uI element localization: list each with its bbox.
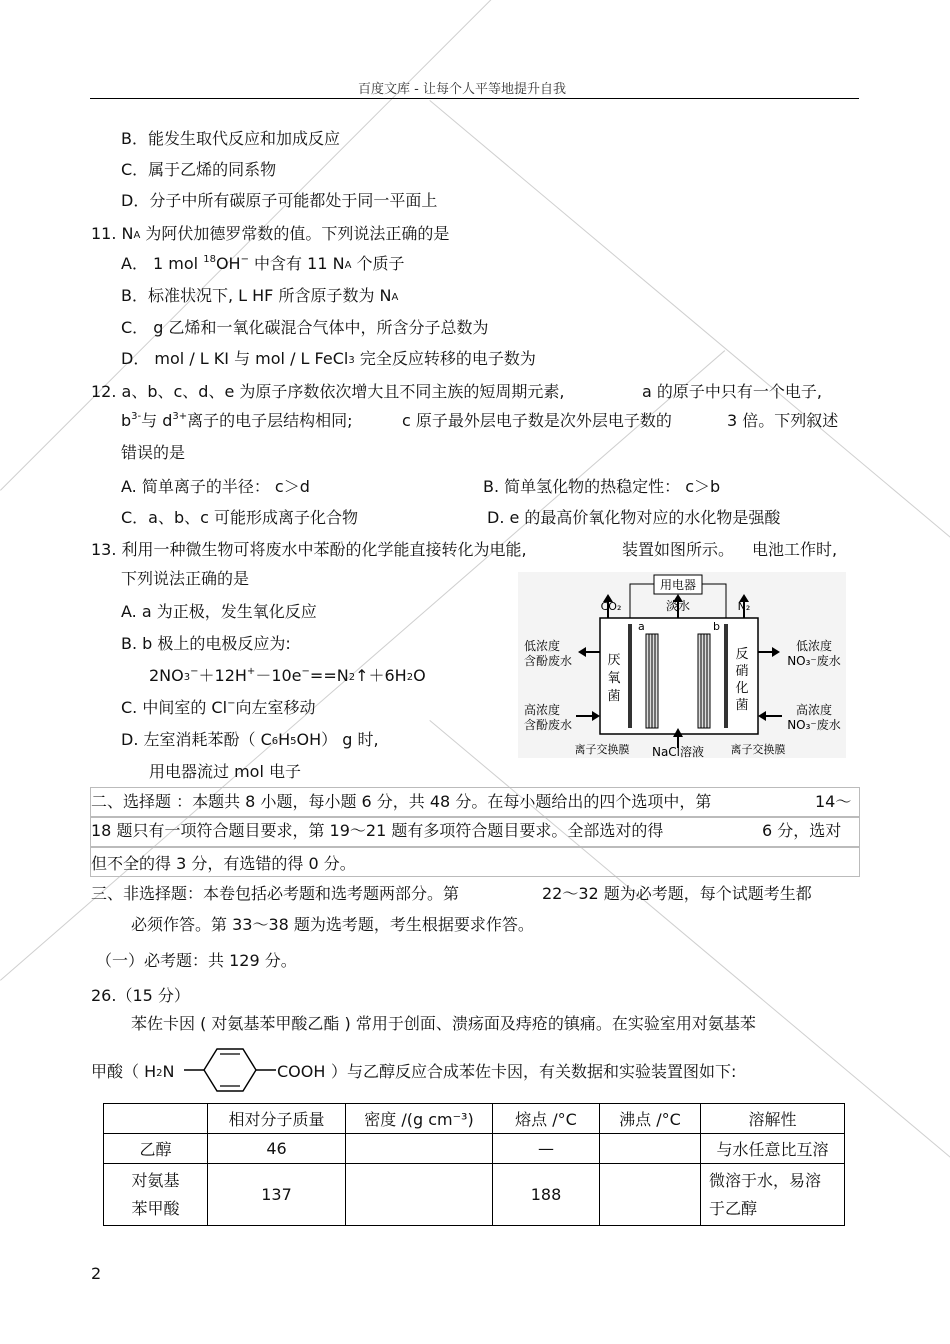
electrode-b (724, 624, 728, 728)
device-label: 用电器 (659, 578, 697, 592)
anaerobic-label-2: 氧 (607, 671, 621, 686)
section2-line1: 二、选择题 ：本题共 8 小题，每小题 6 分，共 48 分。在每小题给出的四个选项中，第 (91, 792, 712, 811)
nacl-label: NaCl溶液 (651, 745, 705, 758)
table-header-cell (104, 1104, 208, 1134)
n2-label: N₂ (737, 600, 751, 613)
q12-stem-line1: 12. a、b、c、d、e 为原子序数依次增大且不同主族的短周期元素, (91, 382, 565, 401)
q13-stem-line1c: 电池工作时, (752, 540, 838, 559)
table-header-cell: 沸点 /°C (600, 1104, 701, 1134)
table-cell: 乙醇 (104, 1134, 208, 1164)
q12-stem-line3: 错误的是 (121, 443, 186, 462)
section2-line2: 18 题只有一项符合题目要求，第 19～21 题有多项符合题目要求。全部选对的得 (91, 821, 664, 840)
q12-stem-line2c: 3 倍。下列叙述 (727, 411, 839, 430)
membrane-right-label: 离子交换膜 (730, 743, 786, 756)
right-top-label-2: NO₃⁻废水 (787, 654, 841, 668)
q13-equation: $2NO_3^-+12H^+-10e^-==N_2↑+6H_2O$ (149, 666, 426, 685)
table-header-cell: 溶解性 (701, 1104, 845, 1134)
q11-option-a: A． 1 mol $^{18}$OH− 中含有 11 $N_A$ 个质子 (121, 254, 405, 273)
q10-option-d: D．分子中所有碳原子可能都处于同一平面上 (121, 191, 438, 210)
q10-option-b: B．能发生取代反应和加成反应 (121, 129, 340, 148)
membrane-left-label: 离子交换膜 (574, 743, 630, 756)
table-cell (346, 1164, 493, 1226)
table-cell: 46 (208, 1134, 346, 1164)
right-bottom-label-2: NO₃⁻废水 (787, 718, 841, 732)
q12-option-c: C．a、b、c 可能形成离子化合物 (121, 508, 359, 527)
q13-option-c: C. 中间室的 Cl−向左室移动 (121, 698, 316, 717)
left-top-label-2: 含酚废水 (523, 654, 573, 668)
table-cell (346, 1134, 493, 1164)
table-cell (600, 1164, 701, 1226)
section3-line1b: 22～32 题为必考题，每个试题考生都 (542, 884, 812, 903)
table-cell: — (493, 1134, 600, 1164)
q26-line1: 苯佐卡因 ( 对氨基苯甲酸乙酯 ) 常用于创面、溃疡面及痔疮的镇痛。在实验室用对氨基苯 (131, 1014, 756, 1033)
anaerobic-label-3: 菌 (607, 689, 621, 704)
section3-line2: 必须作答。第 33～38 题为选考题，考生根据要求作答。 (131, 915, 534, 934)
table-cell: 微溶于水，易溶 于乙醇 (701, 1164, 845, 1226)
q26-head: 26.（15 分） (91, 986, 190, 1005)
tank (600, 618, 758, 734)
left-bottom-label-2: 含酚废水 (523, 718, 573, 732)
table-header-cell: 相对分子质量 (208, 1104, 346, 1134)
section2-line1b: 14～ (815, 792, 852, 811)
q12-stem-line2: $b^{3-}$与 $d^{3+}$离子的电子层结构相同; (121, 411, 353, 430)
right-bottom-label-1: 高浓度 (795, 703, 833, 717)
table-header-cell: 密度 /(g cm⁻³) (346, 1104, 493, 1134)
section3-line3: （一）必考题：共 129 分。 (96, 951, 297, 970)
benzene-ring-structure (184, 1044, 276, 1096)
q26-cooh: COOH (277, 1062, 326, 1081)
table-header-row (104, 1104, 845, 1134)
table-header-cell: 熔点 /°C (493, 1104, 600, 1134)
denitrify-label-1: 反 (735, 647, 749, 662)
denitrify-label-2: 硝 (735, 664, 749, 679)
denitrify-label-4: 菌 (735, 698, 749, 713)
right-top-label-1: 低浓度 (795, 639, 833, 653)
page-number: 2 (91, 1264, 102, 1283)
q11-stem: 11. $N_A$ 为阿伏加德罗常数的值。下列说法正确的是 (91, 224, 450, 243)
electrode-b-label: b (713, 620, 720, 633)
table-cell (600, 1134, 701, 1164)
q26-line2-post: ）与乙醇反应合成苯佐卡因，有关数据和实验装置图如下: (331, 1062, 737, 1081)
electrode-a-label: a (638, 620, 645, 633)
q13-option-a: A. a 为正极，发生氧化反应 (121, 602, 317, 621)
section3-line1: 三、非选择题：本卷包括必考题和选考题两部分。第 (91, 884, 460, 903)
q12-stem-line1b: a 的原子中只有一个电子, (642, 382, 822, 401)
q12-option-b: B. 简单氢化物的热稳定性： c＞b (483, 477, 721, 496)
q13-option-d-line2: 用电器流过 mol 电子 (149, 762, 301, 781)
left-bottom-label-1: 高浓度 (523, 703, 561, 717)
fresh-water-label: 淡水 (665, 599, 691, 613)
q11-option-c: C． g 乙烯和一氧化碳混合气体中，所含分子总数为 (121, 318, 489, 337)
q12-option-d: D. e 的最高价氧化物对应的水化物是强酸 (487, 508, 781, 527)
denitrify-label-3: 化 (735, 681, 749, 696)
q13-stem-line1b: 装置如图所示。 (622, 540, 735, 559)
electrode-a (628, 624, 632, 728)
table-cell: 与水任意比互溶 (701, 1134, 845, 1164)
table-cell: 188 (493, 1164, 600, 1226)
q12-option-a: A. 简单离子的半径： c＞d (121, 477, 310, 496)
q10-option-c: C．属于乙烯的同系物 (121, 160, 277, 179)
table-row (104, 1164, 845, 1226)
table-row (104, 1134, 845, 1164)
q13-stem-line1: 13. 利用一种微生物可将废水中苯酚的化学能直接转化为电能, (91, 540, 527, 559)
data-table (103, 1103, 845, 1226)
q26-line2: 甲酸（ $H_2N$ (91, 1062, 175, 1081)
q13-stem-line2: 下列说法正确的是 (121, 569, 250, 588)
co2-label: CO₂ (600, 600, 622, 613)
page-header: 百度文库 - 让每个人平等地提升自我 (358, 82, 566, 97)
q11-option-d: D． mol / L KI 与 mol / L FeCl$_3$ 完全反应转移的电子数为 (121, 349, 536, 368)
table-cell: 对氨基 苯甲酸 (104, 1164, 208, 1226)
section2-line2b: 6 分，选对 (762, 821, 842, 840)
q11-option-b: B．标准状况下, L HF 所含原子数为 $N_A$ (121, 286, 399, 305)
q13-option-d: D. 左室消耗苯酚（ $C_6H_5OH$） g 时, (121, 730, 379, 749)
header-rule (90, 98, 859, 99)
section2-line3: 但不全的得 3 分，有选错的得 0 分。 (91, 854, 356, 873)
battery-diagram (518, 572, 846, 758)
anaerobic-label-1: 厌 (607, 653, 621, 668)
left-top-label-1: 低浓度 (523, 639, 561, 653)
q12-stem-line2b: c 原子最外层电子数是次外层电子数的 (402, 411, 672, 430)
q13-option-b: B. b 极上的电极反应为: (121, 634, 291, 653)
table-cell: 137 (208, 1164, 346, 1226)
